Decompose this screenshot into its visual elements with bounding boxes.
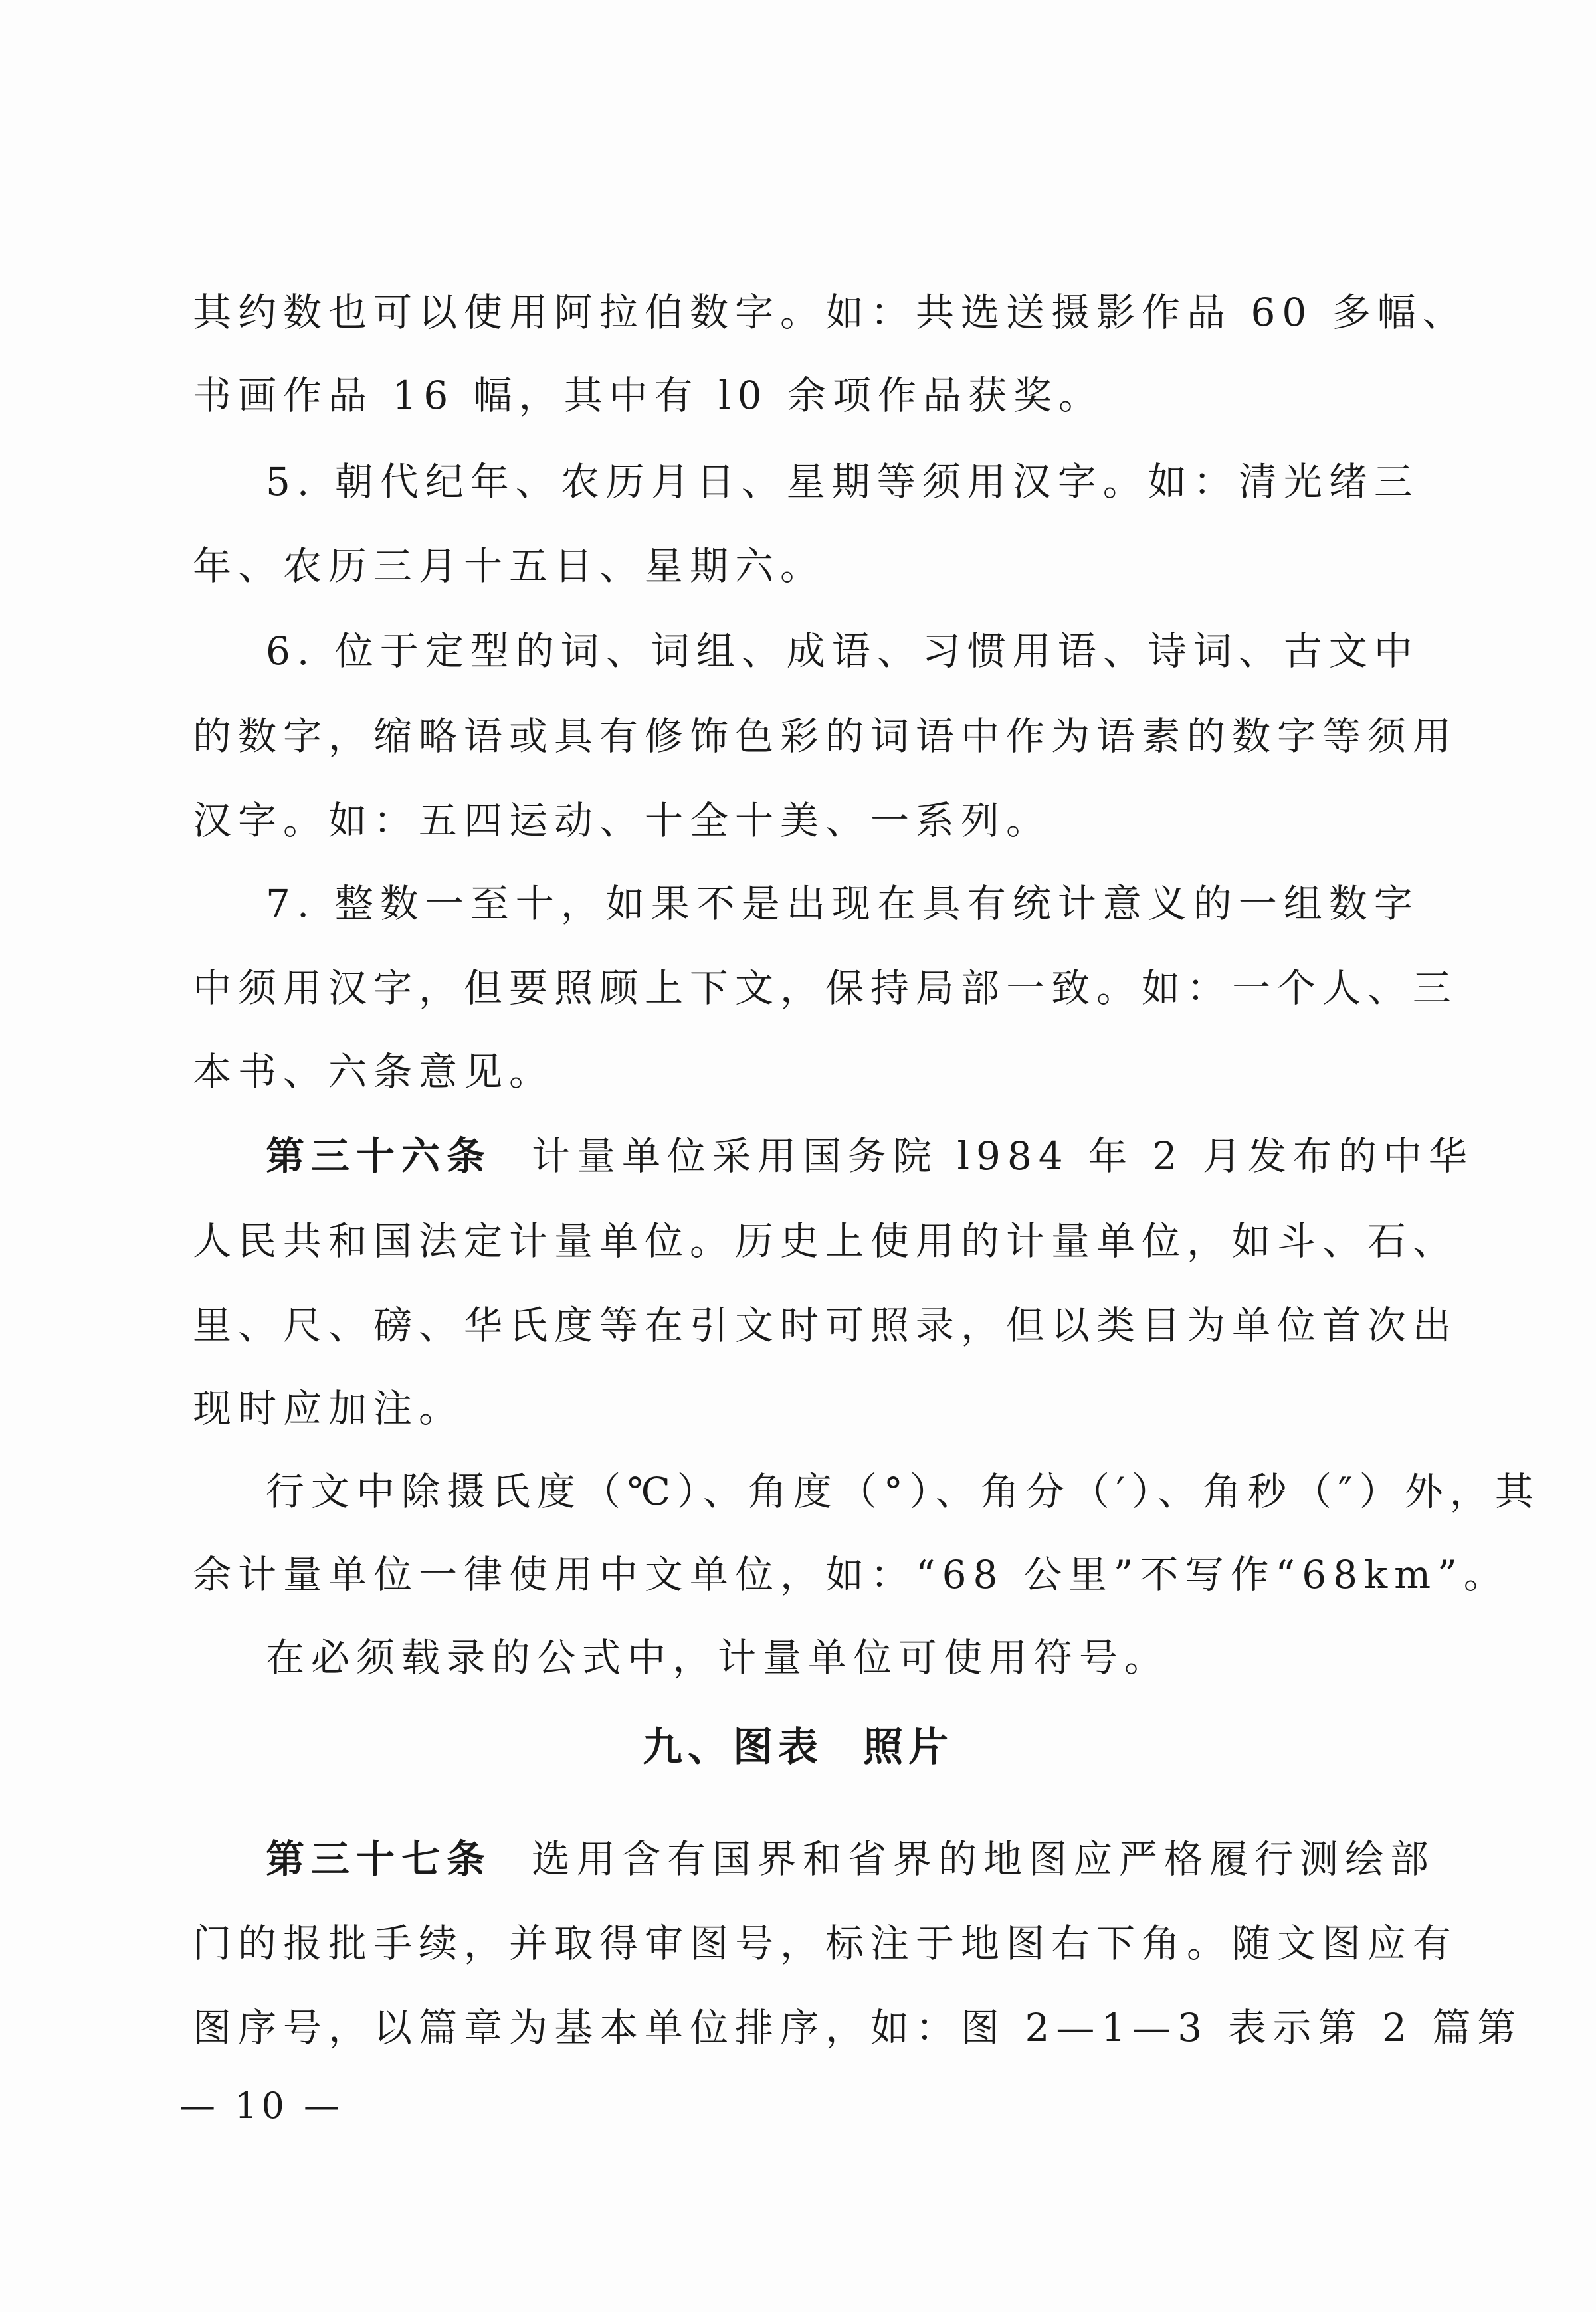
text-line: 人民共和国法定计量单位。历史上使用的计量单位，如斗、石、 [193, 1218, 1458, 1264]
section-heading [0, 1721, 1596, 1774]
text-line: 书画作品 16 幅，其中有 l0 余项作品获奖。 [193, 373, 1104, 418]
article-36-first-line [266, 1129, 1474, 1183]
article-37-label: 第三十七条 [266, 1836, 492, 1881]
text-line: 行文中除摄氏度（℃）、角度（°）、角分（′）、角秒（″）外，其 [266, 1469, 1540, 1514]
text-line: 图序号，以篇章为基本单位排序，如：图 2—1—3 表示第 2 篇第 [193, 2005, 1523, 2050]
text-line: 余计量单位一律使用中文单位，如：“68 公里”不写作“68km”。 [193, 1552, 1509, 1597]
text-line: 年、农历三月十五日、星期六。 [193, 543, 826, 589]
text-line: 本书、六条意见。 [193, 1049, 555, 1094]
text-line: 5. 朝代纪年、农历月日、星期等须用汉字。如：清光绪三 [266, 459, 1419, 504]
text-line: 门的报批手续，并取得审图号，标注于地图右下角。随文图应有 [193, 1921, 1458, 1966]
article-36-label: 第三十六条 [266, 1133, 492, 1179]
section-heading-part1: 九、图表 [643, 1724, 823, 1771]
text-line: 在必须载录的公式中，计量单位可使用符号。 [266, 1635, 1170, 1680]
text-line: 的数字，缩略语或具有修饰色彩的词语中作为语素的数字等须用 [193, 714, 1458, 759]
text-line: 现时应加注。 [193, 1386, 464, 1431]
text-line: 6. 位于定型的词、词组、成语、习惯用语、诗词、古文中 [266, 628, 1419, 674]
page-number: — 10 — [179, 2085, 344, 2127]
text-line: 中须用汉字，但要照顾上下文，保持局部一致。如：一个人、三 [193, 965, 1458, 1011]
text-line: 7. 整数一至十，如果不是出现在具有统计意义的一组数字 [266, 881, 1419, 926]
article-36-text: 计量单位采用国务院 l984 年 2 月发布的中华 [532, 1133, 1474, 1179]
text-line: 其约数也可以使用阿拉伯数字。如：共选送摄影作品 60 多幅、 [193, 290, 1468, 335]
text-line: 里、尺、磅、华氏度等在引文时可照录，但以类目为单位首次出 [193, 1303, 1458, 1348]
article-37-first-line [266, 1832, 1436, 1885]
article-37-text: 选用含有国界和省界的地图应严格履行测绘部 [532, 1836, 1436, 1881]
section-heading-part2: 照片 [863, 1724, 953, 1771]
text-line: 汉字。如：五四运动、十全十美、一系列。 [193, 798, 1052, 843]
